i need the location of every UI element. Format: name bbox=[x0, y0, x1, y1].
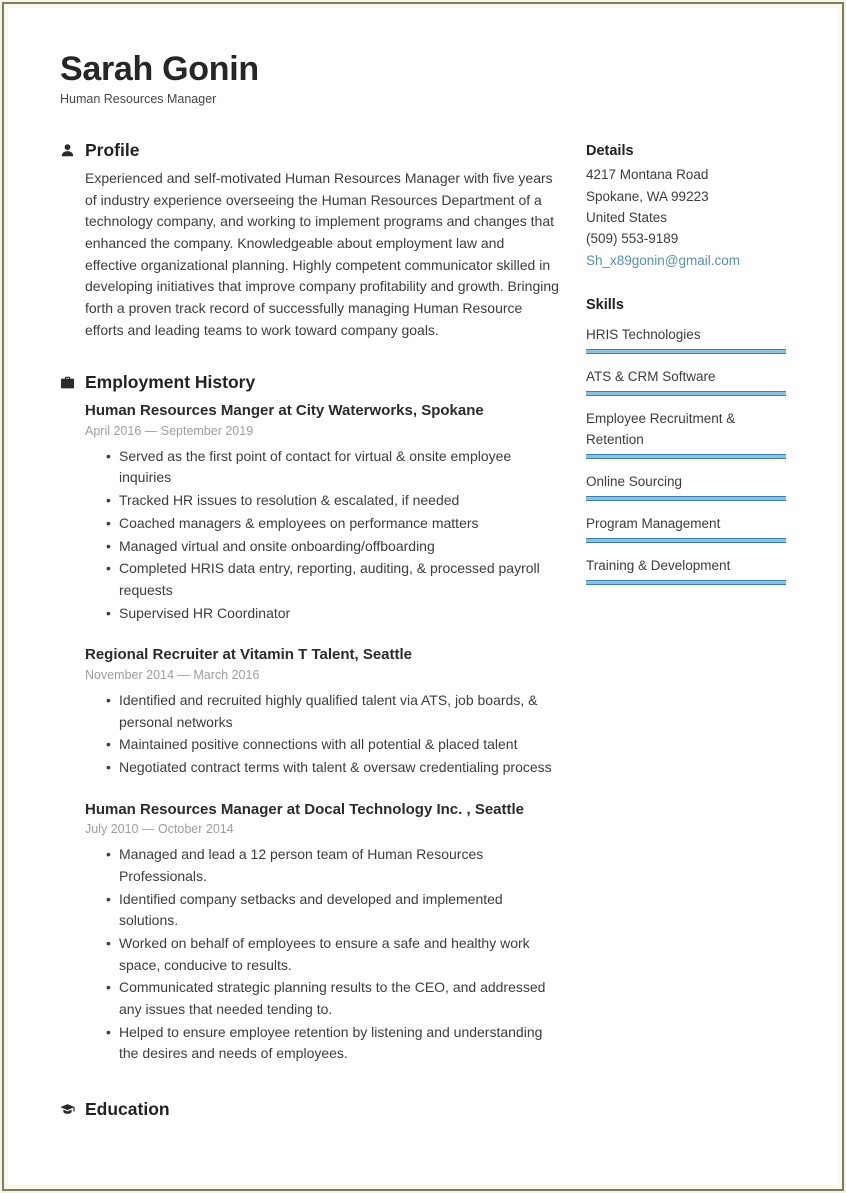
person-job-title: Human Resources Manager bbox=[60, 92, 217, 107]
job-title: Human Resources Manager at Docal Technology Inc. , Seattle bbox=[85, 800, 525, 818]
resume-page bbox=[8, 8, 838, 1185]
profile-section bbox=[60, 139, 560, 341]
employment-heading-label: Employment History bbox=[85, 372, 256, 393]
job-bullet: • Completed HRIS data entry, reporting, auditing, & processed payroll requests bbox=[85, 558, 560, 601]
skill-item bbox=[586, 513, 786, 543]
skill-item bbox=[586, 366, 786, 396]
job-bullet: • Supervised HR Coordinator bbox=[85, 603, 560, 625]
job-bullet: • Coached managers & employees on performance matters bbox=[85, 513, 560, 535]
skills-block bbox=[586, 295, 786, 585]
job-bullet: • Managed virtual and onsite onboarding/offboarding bbox=[85, 536, 560, 558]
job-dates: April 2016 — September 2019 bbox=[85, 423, 254, 438]
job-bullet: • Identified company setbacks and developed and implemented solutions. bbox=[85, 889, 560, 932]
job-bullet-list bbox=[85, 844, 560, 1065]
skill-level-bar bbox=[586, 580, 786, 585]
job-bullet: • Identified and recruited highly qualified talent via ATS, job boards, & personal networks bbox=[85, 690, 560, 733]
employment-jobs bbox=[85, 401, 560, 1065]
job-bullet: • Tracked HR issues to resolution & escalated, if needed bbox=[85, 490, 560, 512]
skills-list bbox=[586, 324, 786, 585]
skill-label: ATS & CRM Software bbox=[586, 369, 716, 385]
employment-section bbox=[60, 371, 560, 1065]
address-line: Spokane, WA 99223 bbox=[586, 188, 709, 204]
employment-heading bbox=[60, 371, 560, 394]
skill-level-bar bbox=[586, 454, 786, 459]
profile-heading bbox=[60, 139, 560, 162]
email-link[interactable]: Sh_x89gonin@gmail.com bbox=[586, 252, 741, 268]
content-columns bbox=[60, 139, 786, 1121]
job-dates: July 2010 — October 2014 bbox=[85, 822, 234, 837]
job-dates: November 2014 — March 2016 bbox=[85, 667, 260, 682]
education-heading bbox=[60, 1098, 560, 1121]
job-bullet: • Communicated strategic planning results to the CEO, and addressed any issues that needed tending to. bbox=[85, 977, 560, 1020]
side-column bbox=[586, 139, 786, 1121]
job-entry bbox=[85, 645, 560, 778]
job-bullet: • Helped to ensure employee retention by listening and understanding the desires and needs of employees. bbox=[85, 1022, 560, 1065]
address-line: United States bbox=[586, 209, 668, 225]
details-block bbox=[586, 141, 786, 271]
education-section bbox=[60, 1098, 560, 1121]
skill-item bbox=[586, 471, 786, 501]
profile-heading-label: Profile bbox=[85, 140, 140, 161]
skill-level-bar bbox=[586, 538, 786, 543]
job-entry bbox=[85, 401, 560, 624]
job-entry bbox=[85, 800, 560, 1066]
job-bullet: • Managed and lead a 12 person team of Human Resources Professionals. bbox=[85, 844, 560, 887]
job-title: Human Resources Manger at City Waterworks, Spokane bbox=[85, 402, 484, 420]
job-title: Regional Recruiter at Vitamin T Talent, Seattle bbox=[85, 646, 413, 664]
skill-label: HRIS Technologies bbox=[586, 327, 701, 343]
address-line: 4217 Montana Road bbox=[586, 167, 709, 183]
skill-item bbox=[586, 324, 786, 354]
skill-level-bar bbox=[586, 496, 786, 501]
skill-item bbox=[586, 408, 786, 459]
address-line: (509) 553-9189 bbox=[586, 231, 679, 247]
job-bullet: • Negotiated contract terms with talent & oversaw credentialing process bbox=[85, 757, 560, 779]
person-name: Sarah Gonin bbox=[60, 50, 259, 88]
person-icon bbox=[60, 143, 75, 158]
job-bullet: • Maintained positive connections with all potential & placed talent bbox=[85, 734, 560, 756]
scan-frame-border bbox=[2, 2, 844, 1191]
details-heading: Details bbox=[586, 143, 634, 160]
job-bullet-list bbox=[85, 690, 560, 779]
job-bullet: • Served as the first point of contact for virtual & onsite employee inquiries bbox=[85, 446, 560, 489]
profile-summary: Experienced and self-motivated Human Resources Manager with five years of industry experience overseeing the Human Resources Department of a technology company, and working to implement programs and changes that enhanced the company. Knowledgeable about employment law and effective organizational planning. Highly competent communicator skilled in developing initiatives that improve company profitability and growth. Bringing forth a proven track record of successfully managing Human Resource efforts and leading teams to work toward company goals. bbox=[85, 169, 559, 338]
briefcase-icon bbox=[60, 375, 75, 390]
skill-label: Program Management bbox=[586, 516, 721, 532]
job-bullet-list bbox=[85, 446, 560, 625]
resume-header bbox=[60, 50, 786, 106]
skill-label: Employee Recruitment & Retention bbox=[586, 411, 736, 448]
skill-level-bar bbox=[586, 349, 786, 354]
skill-item bbox=[586, 555, 786, 585]
main-column bbox=[60, 139, 560, 1121]
graduation-cap-icon bbox=[60, 1102, 75, 1117]
skill-label: Training & Development bbox=[586, 558, 731, 574]
address-lines bbox=[586, 164, 786, 249]
skill-level-bar bbox=[586, 391, 786, 396]
job-bullet: • Worked on behalf of employees to ensure a safe and healthy work space, conducive to results. bbox=[85, 933, 560, 976]
skill-label: Online Sourcing bbox=[586, 474, 683, 490]
education-heading-label: Education bbox=[85, 1099, 170, 1120]
skills-heading: Skills bbox=[586, 296, 624, 313]
